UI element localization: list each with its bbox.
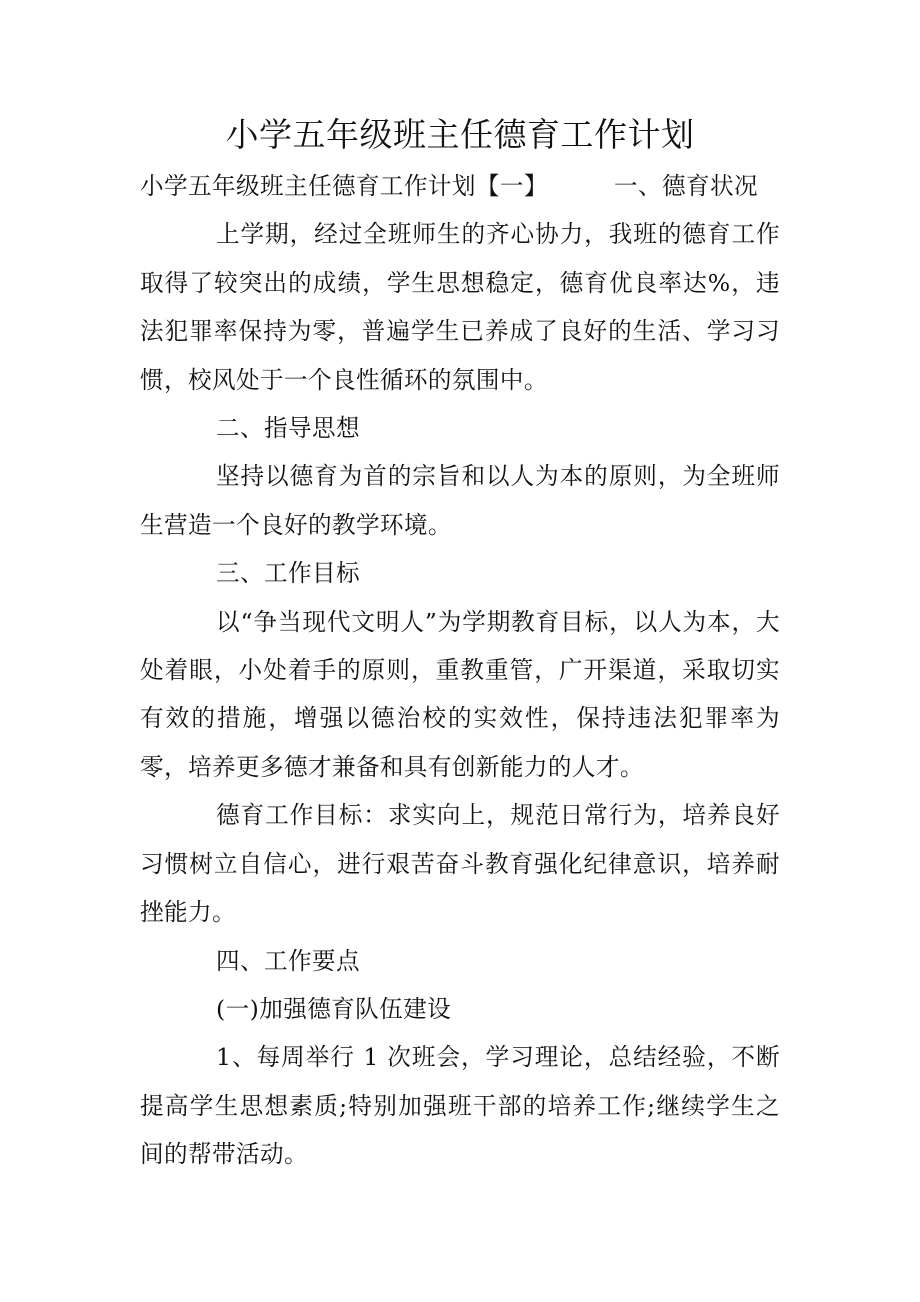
paragraph: 上学期，经过全班师生的齐心协力，我班的德育工作取得了较突出的成绩，学生思想稳定，德育优良率达%，违法犯罪率保持为零，普遍学生已养成了良好的生活、学习习惯，校风处于一个良性循环的氛围中。 <box>140 220 780 394</box>
paragraph: 坚持以德育为首的宗旨和以人为本的原则，为全班师生营造一个良好的教学环境。 <box>140 462 780 539</box>
paragraph: 以“争当现代文明人”为学期教育目标，以人为本，大处着眼，小处着手的原则，重教重管，广开渠道，采取切实有效的措施，增强以德治校的实效性，保持违法犯罪率为零，培养更多德才兼备和具有创新能力的人才。 <box>140 607 780 781</box>
paragraph: 德育工作目标：求实向上，规范日常行为，培养良好习惯树立自信心，进行艰苦奋斗教育强化纪律意识，培养耐挫能力。 <box>140 801 780 927</box>
document-subtitle: 小学五年级班主任德育工作计划【一】 <box>140 172 548 200</box>
section-heading-3: 三、工作目标 <box>216 559 360 588</box>
subsection-heading: (一)加强德育队伍建设 <box>216 994 452 1023</box>
document-title: 小学五年级班主任德育工作计划 <box>225 115 695 154</box>
section-heading-2: 二、指导思想 <box>216 414 360 443</box>
section-heading-1: 一、德育状况 <box>614 172 758 200</box>
section-heading-4: 四、工作要点 <box>216 946 360 975</box>
paragraph: 1、每周举行 1 次班会，学习理论，总结经验，不断提高学生思想素质;特别加强班干部的培养工作;继续学生之间的帮带活动。 <box>140 1043 780 1169</box>
subtitle-line <box>140 162 758 210</box>
document-body <box>140 162 780 1179</box>
